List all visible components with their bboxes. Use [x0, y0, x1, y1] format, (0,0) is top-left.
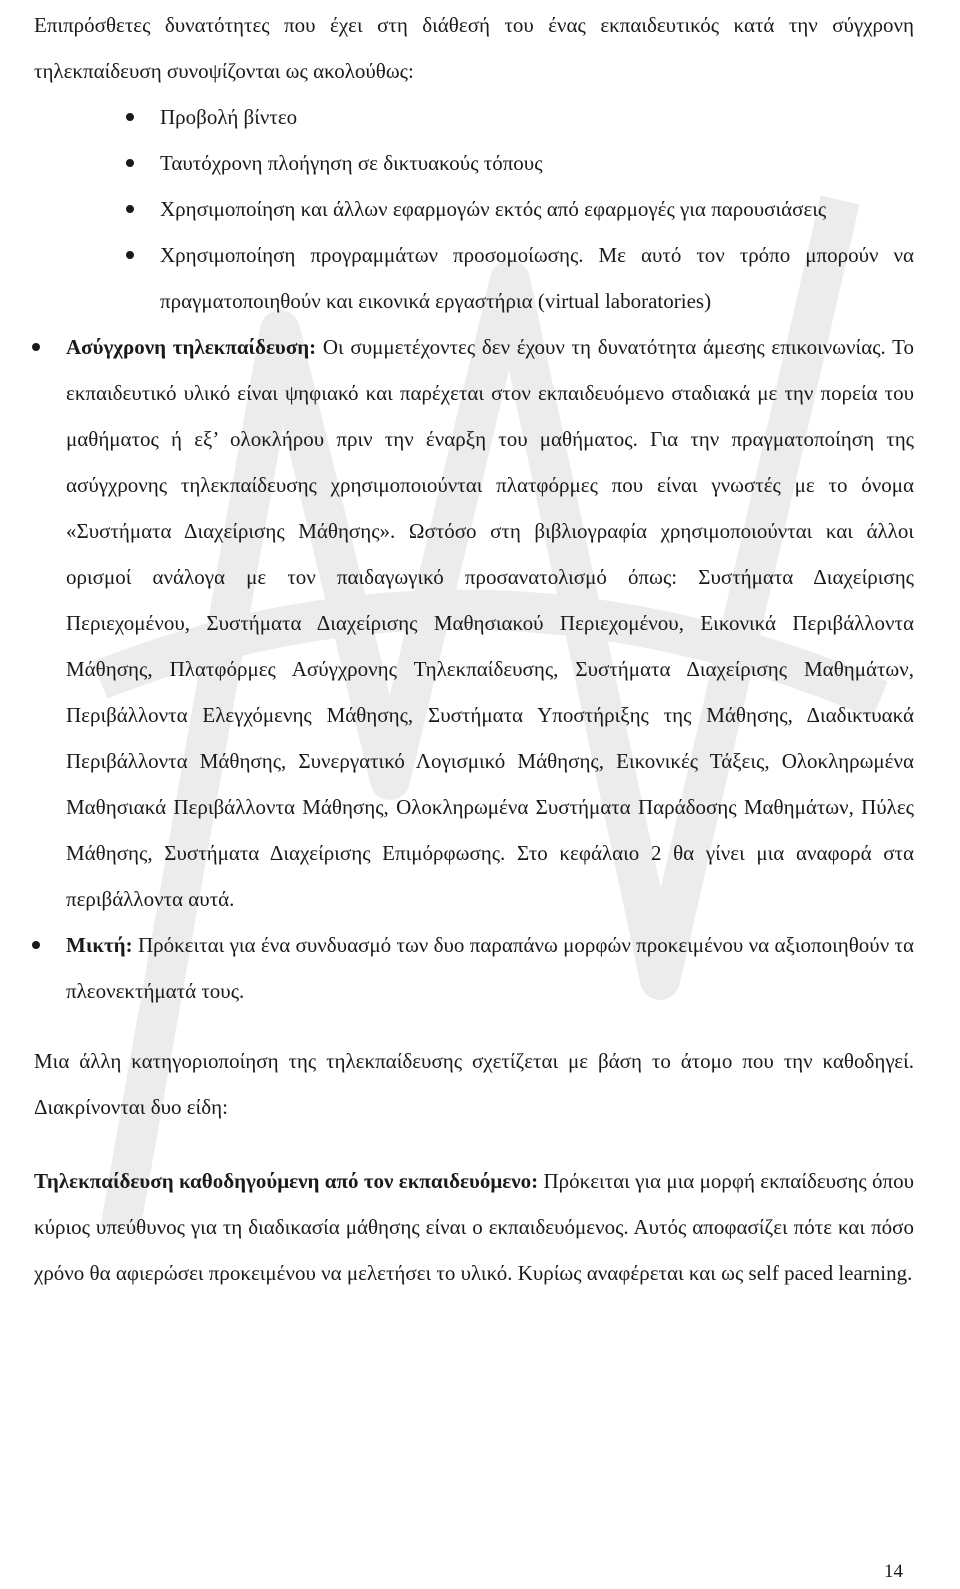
- async-term: Ασύγχρονη τηλεκπαίδευση:: [66, 335, 317, 359]
- self-paced-text: Πρόκειται για μια μορφή εκπαίδευσης όπου κύριος υπεύθυνος για τη διαδικασία μάθησης είναι ο εκπαιδευόμενος. Αυτός αποφασίζει πότε και πόσο χρόνο θα αφιερώσει προκειμένου να μελετήσει το υλικό. Κυρίως αναφέρεται και ως self paced learning.: [34, 1169, 915, 1285]
- list-item: Χρησιμοποίηση και άλλων εφαρμογών εκτός από εφαρμογές για παρουσιάσεις: [160, 186, 914, 232]
- mixed-text: Πρόκειται για ένα συνδυασμό των δυο παραπάνω μορφών προκειμένου να αξιοποιηθούν τα πλεονεκτήματά τους.: [66, 933, 914, 1003]
- spacer: [34, 1014, 914, 1038]
- page-number: 14: [884, 1561, 903, 1582]
- self-paced-term: Τηλεκπαίδευση καθοδηγούμενη από τον εκπαιδευόμενο:: [34, 1169, 539, 1193]
- mixed-term: Μικτή:: [66, 933, 133, 957]
- capabilities-list: [34, 94, 914, 324]
- async-text: Οι συμμετέχοντες δεν έχουν τη δυνατότητα άμεσης επικοινωνίας. Το εκπαιδευτικό υλικό είναι ψηφιακό και παρέχεται στον εκπαιδευόμενο σταδιακά με την πορεία του μαθήματος ή εξ’ ολοκλήρου πριν την έναρξη του μαθήματος. Για την πραγματοποίηση της ασύγχρονης τηλεκπαίδευσης χρησιμοποιούνται πλατφόρμες που είναι γνωστές με το όνομα «Συστήματα Διαχείρισης Μάθησης». Ωστόσο στη βιβλιογραφία χρησιμοποιούνται και άλλοι ορισμοί ανάλογα με τον παιδαγωγικό προσανατολισμό όπως: Συστήματα Διαχείρισης Περιεχομένου, Συστήματα Διαχείρισης Μαθησιακού Περιεχομένου, Εικονικά Περιβάλλοντα Μάθησης, Πλατφόρμες Ασύγχρονης Τηλεκπαίδευσης, Συστήματα Διαχείρισης Μαθημάτων, Περιβάλλοντα Ελεγχόμενης Μάθησης, Συστήματα Υποστήριξης της Μάθησης, Διαδικτυακά Περιβάλλοντα Μάθησης, Συνεργατικό Λογισμικό Μάθησης, Εικονικές Τάξεις, Ολοκληρωμένα Μαθησιακά Περιβάλλοντα Μάθησης, Ολοκληρωμένα Συστήματα Παράδοσης Μαθημάτων, Πύλες Μάθησης, Συστήματα Διαχείρισης Επιμόρφωσης. Στο κεφάλαιο 2 θα γίνει μια αναφορά στα περιβάλλοντα αυτά.: [66, 335, 914, 911]
- list-item-async: [66, 324, 914, 922]
- paragraph-categorization: [34, 1038, 914, 1130]
- paragraph-self-paced: [34, 1158, 914, 1296]
- list-item: Ταυτόχρονη πλοήγηση σε δικτυακούς τόπους: [160, 140, 914, 186]
- body-text: [34, 0, 914, 1296]
- list-item-mixed: [66, 922, 914, 1014]
- intro-paragraph: Επιπρόσθετες δυνατότητες που έχει στη διάθεσή του ένας εκπαιδευτικός κατά την σύγχρονη τηλεκπαίδευση συνοψίζονται ως ακολούθως:: [34, 13, 914, 83]
- list-item: Προβολή βίντεο: [160, 94, 914, 140]
- paragraph-text: Μια άλλη κατηγοριοποίηση της τηλεκπαίδευσης σχετίζεται με βάση το άτομο που την καθοδηγεί. Διακρίνονται δυο είδη:: [34, 1049, 914, 1119]
- elearning-types-list: [34, 324, 914, 1014]
- list-item: Χρησιμοποίηση προγραμμάτων προσομοίωσης. Με αυτό τον τρόπο μπορούν να πραγματοποιηθούν και εικονικά εργαστήρια (virtual laboratories): [160, 232, 914, 324]
- spacer: [34, 1130, 914, 1158]
